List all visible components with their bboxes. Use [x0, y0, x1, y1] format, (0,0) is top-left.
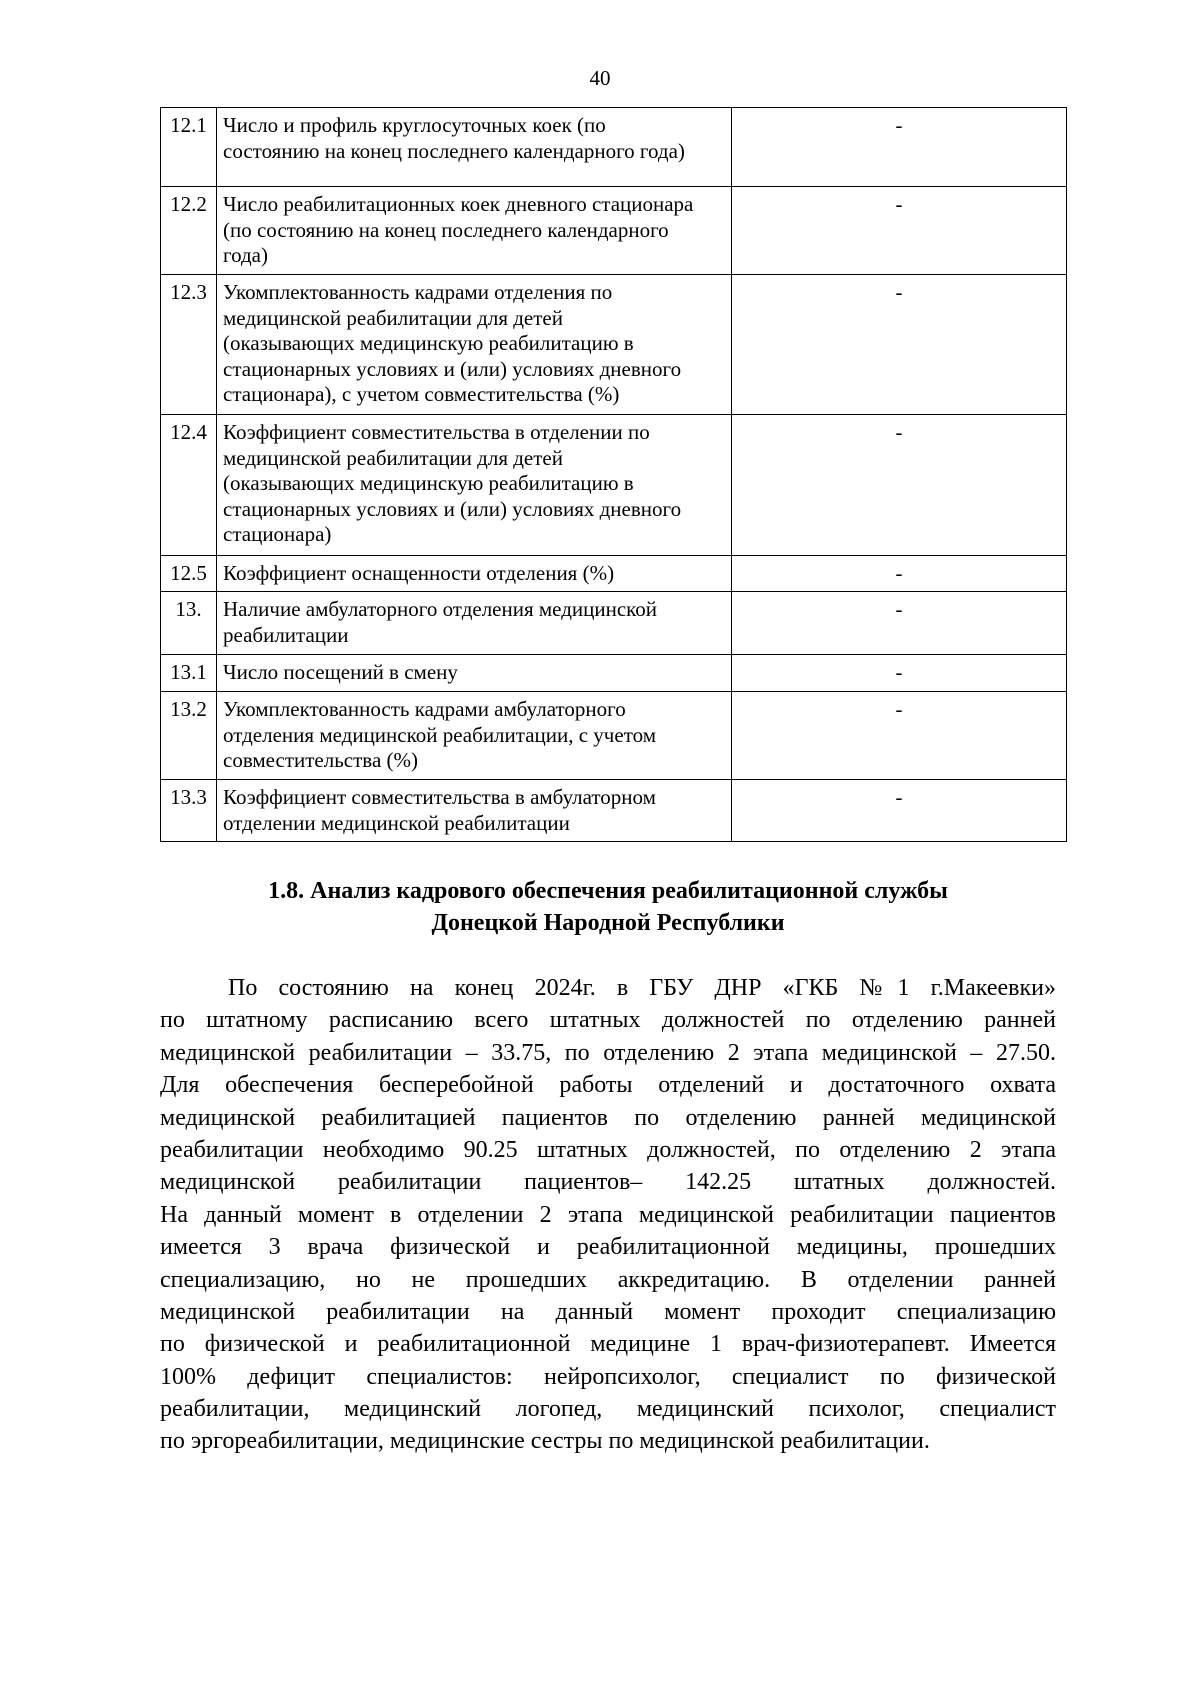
indicator-line: стационарных условиях и (или) условиях дневного [223, 496, 682, 521]
row-number: 13.3 [161, 780, 217, 842]
row-value: - [732, 592, 1067, 655]
indicator-line: стационара), с учетом совместительства (%) [223, 382, 620, 406]
row-indicator [217, 556, 732, 592]
indicator-line: Число реабилитационных коек дневного стационара [223, 192, 694, 216]
table-row [161, 592, 1067, 655]
paragraph-line: 100% дефицит специалистов: нейропсихолог, специалист по физической [160, 1363, 1056, 1390]
row-value: - [732, 108, 1067, 187]
row-value: - [732, 556, 1067, 592]
table-row [161, 108, 1067, 187]
paragraph-line: по штатному расписанию всего штатных должностей по отделению ранней [160, 1007, 1056, 1034]
indicator-line: совместительства (%) [223, 748, 418, 772]
row-indicator [217, 655, 732, 692]
row-indicator [217, 108, 732, 187]
indicator-line: стационарных условиях и (или) условиях дневного [223, 356, 682, 381]
paragraph-line: На данный момент в отделении 2 этапа медицинской реабилитации пациентов [160, 1201, 1056, 1228]
indicator-line: (оказывающих медицинскую реабилитацию в [223, 471, 634, 495]
row-indicator [217, 187, 732, 275]
indicator-line: года) [223, 243, 268, 267]
indicator-line: Коэффициент оснащенности отделения (%) [223, 561, 615, 585]
table-row [161, 780, 1067, 842]
indicator-line: Число посещений в смену [223, 660, 458, 684]
indicator-line: (оказывающих медицинскую реабилитацию в [223, 331, 634, 355]
paragraph-line: медицинской реабилитации пациентов– 142.25 штатных должностей. [160, 1169, 1056, 1196]
body-paragraph [160, 972, 1056, 1458]
row-value: - [732, 655, 1067, 692]
paragraph-line: по эргореабилитации, медицинские сестры по медицинской реабилитации. [160, 1428, 930, 1455]
paragraph-line: реабилитации, медицинский логопед, медицинский психолог, специалист [160, 1396, 1056, 1423]
paragraph-line: реабилитации необходимо 90.25 штатных должностей, по отделению 2 этапа [160, 1136, 1056, 1163]
paragraph-line: По состоянию на конец 2024г. в ГБУ ДНР «ГКБ №1 г.Макеевки» [228, 975, 1056, 1001]
row-number: 13.2 [161, 692, 217, 780]
paragraph-line: медицинской реабилитацией пациентов по отделению ранней медицинской [160, 1104, 1056, 1131]
row-indicator [217, 692, 732, 780]
row-number: 13. [161, 592, 217, 655]
indicator-line: Коэффициент совместительства в амбулаторном [223, 785, 656, 809]
table-row [161, 415, 1067, 556]
row-value: - [732, 692, 1067, 780]
row-value: - [732, 780, 1067, 842]
row-value: - [732, 275, 1067, 415]
row-value: - [732, 415, 1067, 556]
indicator-line: Коэффициент совместительства в отделении по [223, 420, 650, 444]
row-number: 12.4 [161, 415, 217, 556]
row-indicator [217, 592, 732, 655]
indicator-line: реабилитации [223, 622, 349, 647]
row-indicator [217, 415, 732, 556]
table-row [161, 556, 1067, 592]
table-row [161, 275, 1067, 415]
paragraph-line: имеется 3 врача физической и реабилитационной медицины, прошедших [160, 1234, 1056, 1261]
row-number: 12.2 [161, 187, 217, 275]
row-number: 12.3 [161, 275, 217, 415]
indicator-line: Число и профиль круглосуточных коек (по [223, 113, 606, 137]
row-number: 12.5 [161, 556, 217, 592]
table-row [161, 692, 1067, 780]
section-heading [160, 875, 1056, 939]
section-heading-line: Донецкой Народной Республики [431, 910, 785, 936]
table-row [161, 655, 1067, 692]
indicator-line: (по состоянию на конец последнего календарного [223, 217, 669, 242]
indicator-line: отделения медицинской реабилитации, с учетом [223, 722, 656, 747]
indicator-line: Наличие амбулаторного отделения медицинской [223, 597, 658, 621]
indicator-line: медицинской реабилитации для детей [223, 305, 563, 330]
indicator-line: Укомплектованность кадрами амбулаторного [223, 697, 626, 721]
paragraph-line: медицинской реабилитации на данный момент проходит специализацию [160, 1298, 1056, 1325]
indicator-line: стационара) [223, 522, 332, 546]
paragraph-line: специализацию, но не прошедших аккредитацию. В отделении ранней [160, 1266, 1056, 1293]
indicators-table [160, 107, 1067, 842]
indicator-line: состоянию на конец последнего календарного года) [223, 138, 685, 163]
row-number: 12.1 [161, 108, 217, 187]
page-number: 40 [589, 66, 611, 90]
indicator-line: отделении медицинской реабилитации [223, 810, 570, 835]
paragraph-line: медицинской реабилитации – 33.75, по отделению 2 этапа медицинской – 27.50. [160, 1039, 1056, 1066]
row-indicator [217, 780, 732, 842]
table-row [161, 187, 1067, 275]
section-heading-line: 1.8. Анализ кадрового обеспечения реабилитационной службы [268, 878, 948, 904]
paragraph-line: по физической и реабилитационной медицине 1 врач-физиотерапевт. Имеется [160, 1331, 1056, 1358]
row-value: - [732, 187, 1067, 275]
indicator-line: медицинской реабилитации для детей [223, 445, 563, 470]
indicator-line: Укомплектованность кадрами отделения по [223, 280, 613, 304]
row-number: 13.1 [161, 655, 217, 692]
row-indicator [217, 275, 732, 415]
paragraph-line: Для обеспечения бесперебойной работы отделений и достаточного охвата [160, 1072, 1056, 1099]
